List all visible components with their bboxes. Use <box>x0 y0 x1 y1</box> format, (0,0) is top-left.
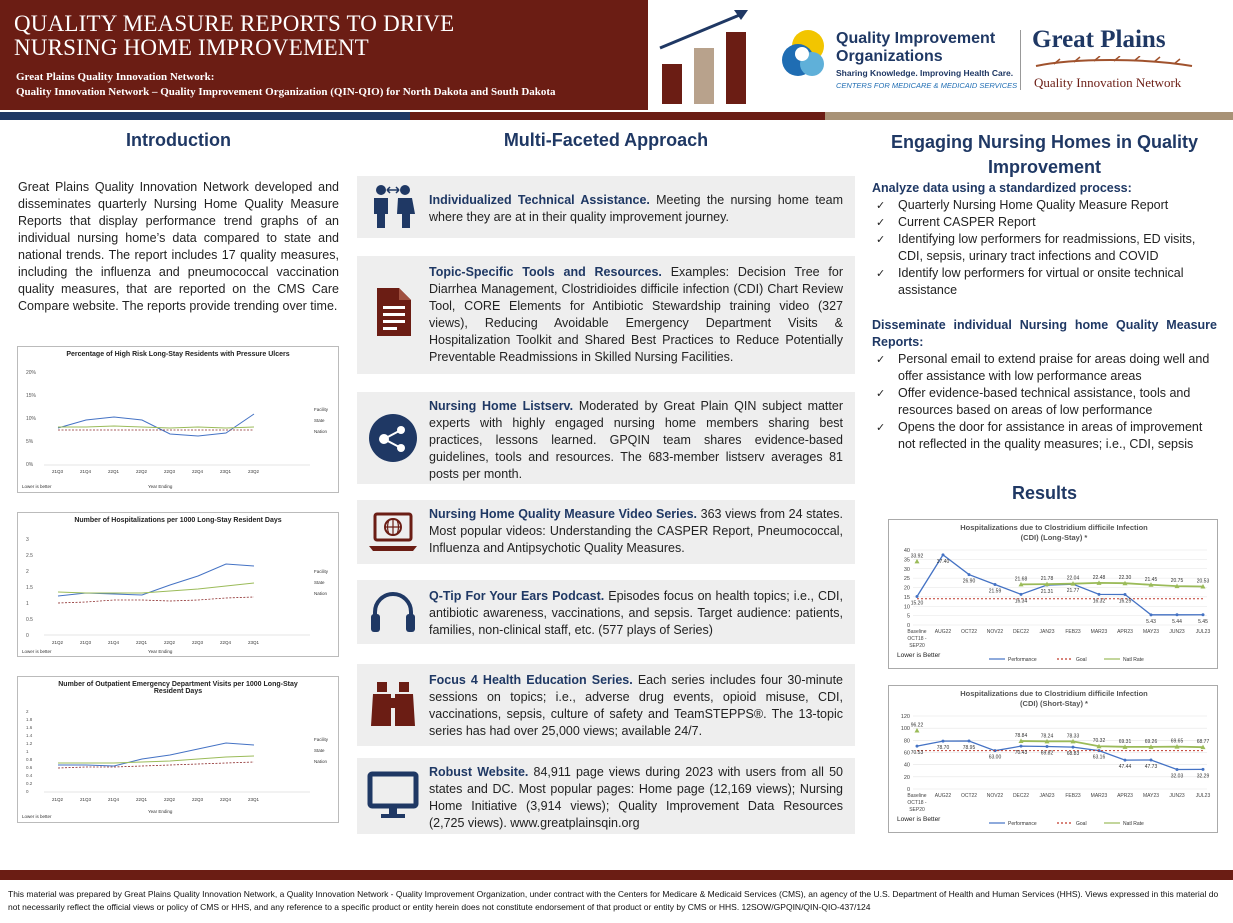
performance-point <box>968 573 971 576</box>
x-tick: 23Q1 <box>220 469 232 474</box>
mini-chart-title: Number of Hospitalizations per 1000 Long-Stay Resident Days <box>74 517 282 524</box>
x-tick-label: AUG22 <box>934 793 952 799</box>
y-tick-label: 30 <box>903 566 910 573</box>
x-tick-label: OCT22 <box>960 629 978 635</box>
x-tick: 21Q4 <box>80 469 92 474</box>
performance-point <box>1124 593 1127 596</box>
hospitalizations-chart <box>17 512 339 657</box>
x-tick: 21Q4 <box>108 640 120 645</box>
x-tick: 22Q2 <box>136 469 148 474</box>
data-label: 78.33 <box>1066 733 1080 740</box>
y-tick-label: 15 <box>903 594 910 601</box>
performance-point <box>1176 613 1179 616</box>
x-tick: 22Q2 <box>164 640 176 645</box>
y-tick-label: 100 <box>900 726 910 733</box>
approach-item <box>357 256 855 374</box>
x-tick-label: OCT18 - <box>907 800 927 806</box>
legend-item: Facility <box>314 407 329 412</box>
cdi-long-stay-chart <box>888 519 1218 669</box>
y-tick: 2 <box>26 709 29 714</box>
performance-point <box>916 595 919 598</box>
x-tick-label: JUN23 <box>1169 793 1185 799</box>
data-label: 70.53 <box>910 750 924 757</box>
x-tick: 22Q2 <box>164 797 176 802</box>
y-tick: 0% <box>26 462 34 468</box>
binoculars-icon <box>367 678 419 730</box>
chart-title: (CDI) (Long-Stay) * <box>1020 533 1088 542</box>
x-tick: 23Q1 <box>248 640 260 645</box>
y-tick: 1.6 <box>26 725 33 730</box>
y-tick: 0 <box>26 789 29 794</box>
x-tick-label: OCT22 <box>960 793 978 799</box>
performance-point <box>1072 746 1075 749</box>
y-tick: 2.5 <box>26 553 33 559</box>
list-item: ✓ Quarterly Nursing Home Quality Measure Report <box>874 197 1217 214</box>
disseminate-heading: Disseminate individual Nursing home Quality Measure Reports: <box>872 318 1217 349</box>
data-label: 21.31 <box>1040 589 1054 596</box>
introduction-section <box>18 130 339 315</box>
y-tick-label: 5 <box>906 613 910 620</box>
x-tick-label: JUL23 <box>1195 629 1211 635</box>
list-item: ✓ Opens the door for assistance in areas of improvement not reflected in the quality measures; i.e., CDI, sepsis <box>874 419 1217 453</box>
disseminate-list <box>874 351 1217 453</box>
data-label: 69.82 <box>1040 750 1054 757</box>
qio-cms: CENTERS FOR MEDICARE & MEDICAID SERVICES <box>836 81 1018 90</box>
lower-note: Lower is better <box>22 649 52 654</box>
x-tick: 21Q4 <box>108 797 120 802</box>
approach-item <box>357 580 855 644</box>
footer-disclaimer: This material was prepared by Great Plains Quality Innovation Network, a Quality Innovation Network - Quality Improvement Organization, under contract with the Centers for Medicare & Medicaid Services (CMS), an agency of the U.S. Department of Health and Human Services (HHS). Views expressed in this material do not necessarily reflect the official views or policy of CMS or HHS, and any reference to a specific product or entity herein does not constitute endorsement of that product or entity by CMS or HHS. 12SOW/GPQIN/QIN-QIO-437/124 <box>8 889 1219 912</box>
x-tick-label: NOV22 <box>986 629 1004 635</box>
y-tick: 15% <box>26 393 37 399</box>
y-tick: 10% <box>26 416 37 422</box>
legend-item: Natl Rate <box>1123 821 1144 827</box>
data-label: 16.25 <box>1118 598 1132 605</box>
list-item: ✓ Current CASPER Report <box>874 214 1217 231</box>
qio-tagline: Sharing Knowledge. Improving Health Care. <box>836 68 1014 78</box>
growth-bar-chart-icon <box>652 0 762 110</box>
y-tick: 0.8 <box>26 757 33 762</box>
x-axis-label: Year Ending <box>148 484 173 489</box>
x-tick-label: JAN23 <box>1039 629 1055 635</box>
introduction-text: Great Plains Quality Innovation Network developed and disseminates quarterly Nursing Home Quality Measure Reports that display performance trend graphs of an individual nursing home’s data compared to state and national trends. The report includes 17 quality measures, including the influenza and pneumococcal vaccination quality measures, that are reported on the CMS Care Compare website. The reports provide trending over time. <box>18 180 339 313</box>
x-tick-label: JUN23 <box>1169 629 1185 635</box>
legend-item: State <box>314 418 325 423</box>
performance-point <box>1020 745 1023 748</box>
y-tick-label: 40 <box>903 548 910 554</box>
x-tick: 22Q4 <box>220 797 232 802</box>
approach-item <box>357 664 855 746</box>
lower-note: Lower is Better <box>897 652 941 659</box>
legend-item: Nation <box>314 759 328 764</box>
approach-text: Topic-Specific Tools and Resources. Examples: Decision Tree for Diarrhea Management, Clostridioides difficile infection (CDI) Chart Review Tool, CORE Elements for Antibiotic Stewardship training video (327 views), Reducing Avoidable Emergency Department Visits & Hospitalization Toolkit and Shared Best Practices to Reduce Potentially Preventable Readmissions in Skilled Nursing Facilities. <box>429 265 843 364</box>
legend-item: Natl Rate <box>1123 657 1144 663</box>
data-label: 68.83 <box>1066 751 1080 758</box>
approach-text: Individualized Technical Assistance. Meeting the nursing home team where they are at in their quality improvement journey. <box>429 193 843 224</box>
approach-item <box>357 758 855 834</box>
x-tick-label: SEP20 <box>909 643 925 649</box>
data-label: 21.68 <box>1014 576 1028 583</box>
x-tick-label: MAY23 <box>1142 629 1160 635</box>
y-tick: 1.2 <box>26 741 33 746</box>
approach-text: Nursing Home Listserv. Moderated by Great Plain QIN subject matter experts with highly engaged nursing home members sharing best practices, lessons learned. GPQIN team shares evidence-based guidelines, tools and resources. The 683-member listserv averages 81 posts per month. <box>429 399 843 481</box>
data-label: 16.34 <box>1014 598 1028 605</box>
legend-item: State <box>314 580 325 585</box>
y-tick-label: 20 <box>903 585 910 592</box>
data-label: 78.70 <box>936 745 950 752</box>
data-label: 5.43 <box>1146 618 1156 625</box>
data-label: 63.16 <box>1092 754 1106 761</box>
y-tick: 1.4 <box>26 733 33 738</box>
approach-item <box>357 392 855 484</box>
data-label: 78.24 <box>1040 733 1054 740</box>
data-label: 37.40 <box>936 558 950 565</box>
x-tick: 21Q3 <box>52 469 64 474</box>
y-tick: 0.4 <box>26 773 33 778</box>
data-label: 78.95 <box>962 744 976 751</box>
data-label: 5.45 <box>1198 618 1208 625</box>
stripe-maroon <box>410 112 825 120</box>
data-label: 20.75 <box>1170 578 1184 585</box>
legend-item: Facility <box>314 569 329 574</box>
x-tick: 22Q4 <box>192 469 204 474</box>
approach-text: Focus 4 Health Education Series. Each series includes four 30-minute sessions on topics; i.e., adverse drug events, opioid misuse, CDI, vaccinations, sepsis, culture of safety and TeamSTEPPS®. The 13-topic series has had over 25,000 views; available 24/7. <box>429 673 844 738</box>
natl-point <box>915 728 920 733</box>
y-tick-label: 10 <box>903 604 910 611</box>
approach-heading: Multi-Faceted Approach <box>503 130 709 150</box>
x-tick-label: JUL23 <box>1195 793 1211 799</box>
data-label: 22.04 <box>1066 575 1080 582</box>
document-icon <box>367 286 419 338</box>
stripe-tan <box>825 112 1233 120</box>
x-tick: 22Q4 <box>220 640 232 645</box>
performance-point <box>1202 613 1205 616</box>
x-tick: 21Q3 <box>80 797 92 802</box>
y-tick-label: 35 <box>903 557 910 564</box>
list-item: ✓ Identifying low performers for readmissions, ED visits, CDI, sepsis, urinary tract infections and COVID <box>874 231 1217 265</box>
lower-note: Lower is Better <box>897 816 941 823</box>
analyze-heading: Analyze data using a standardized process: <box>872 181 1132 195</box>
qio-logo-icon <box>778 26 834 82</box>
x-tick-label: Baseline <box>907 793 927 799</box>
y-tick: 1 <box>26 749 29 754</box>
data-label: 21.45 <box>1144 576 1158 583</box>
mini-chart-title: Number of Outpatient Emergency Department Visits per 1000 Long-Stay Resident Days <box>58 681 298 695</box>
x-tick: 22Q3 <box>164 469 176 474</box>
x-tick: 22Q3 <box>192 797 204 802</box>
legend-item: Performance <box>1008 657 1037 663</box>
data-label: 32.29 <box>1196 773 1210 780</box>
performance-point <box>1124 759 1127 762</box>
data-label: 69.31 <box>1118 738 1132 745</box>
x-axis-label: Year Ending <box>148 809 173 814</box>
data-label: 47.44 <box>1118 764 1132 771</box>
data-label: 69.65 <box>1170 738 1184 745</box>
chart-title: Hospitalizations due to Clostridium difficile Infection <box>960 689 1148 698</box>
x-tick: 22Q3 <box>192 640 204 645</box>
x-tick-label: SEP20 <box>909 807 925 813</box>
data-label: 69.26 <box>1144 738 1158 745</box>
performance-point <box>942 553 945 556</box>
header <box>0 0 1233 110</box>
y-tick: 20% <box>26 370 37 376</box>
data-label: 96.22 <box>910 722 924 729</box>
approach-item <box>357 500 855 564</box>
headphones-icon <box>367 586 419 638</box>
list-item: ✓ Identify low performers for virtual or onsite technical assistance <box>874 265 1217 299</box>
data-label: 15.20 <box>910 600 924 607</box>
y-tick-label: 0 <box>906 623 910 629</box>
page-title: QUALITY MEASURE REPORTS TO DRIVE NURSING HOME IMPROVEMENT <box>14 11 455 60</box>
x-tick-label: NOV22 <box>986 793 1004 799</box>
wheat-icon <box>1034 56 1194 72</box>
y-tick-label: 120 <box>900 714 910 720</box>
x-tick-label: APR23 <box>1117 793 1133 799</box>
data-label: 70.32 <box>1092 738 1106 745</box>
data-label: 21.59 <box>988 588 1002 595</box>
engaging-section <box>872 130 1217 180</box>
y-tick: 1.8 <box>26 717 33 722</box>
lower-note: Lower is better <box>22 814 52 819</box>
performance-point <box>916 745 919 748</box>
x-tick: 22Q1 <box>136 797 148 802</box>
x-tick: 21Q2 <box>52 797 64 802</box>
data-label: 68.77 <box>1196 739 1210 746</box>
y-tick-label: 25 <box>903 576 910 583</box>
cdi-short-stay-chart <box>888 685 1218 833</box>
x-axis-label: Year Ending <box>148 649 173 654</box>
performance-point <box>942 740 945 743</box>
approach-text: Nursing Home Quality Measure Video Series. 363 views from 24 states. Most popular videos: Understanding the CASPER Report, Pneumococcal, Influenza and Antipsychotic Quality Measures. <box>429 507 844 555</box>
x-tick-label: Baseline <box>907 629 927 635</box>
chart-title: Hospitalizations due to Clostridium difficile Infection <box>960 523 1148 532</box>
legend-item: Nation <box>314 429 328 434</box>
x-tick-label: APR23 <box>1117 629 1133 635</box>
results-section <box>872 483 1217 504</box>
logo-divider <box>1020 30 1021 90</box>
legend-item: State <box>314 748 325 753</box>
data-label: 78.84 <box>1014 733 1028 740</box>
data-label: 26.90 <box>962 578 976 585</box>
x-tick-label: AUG22 <box>934 629 952 635</box>
engaging-heading: Engaging Nursing Homes in Quality Improvement <box>890 132 1199 177</box>
y-tick-label: 40 <box>903 762 910 769</box>
y-tick: 1.5 <box>26 585 33 591</box>
performance-point <box>1046 745 1049 748</box>
y-tick: 2 <box>26 569 29 575</box>
data-label: 47.73 <box>1144 763 1158 770</box>
y-tick: 3 <box>26 537 29 543</box>
analyze-list <box>874 197 1217 299</box>
introduction-heading: Introduction <box>126 130 231 150</box>
x-tick-label: DEC22 <box>1012 793 1030 799</box>
gp-logo-name: Great Plains <box>1032 26 1166 53</box>
x-tick-label: MAR23 <box>1090 793 1108 799</box>
x-tick: 23Q2 <box>248 469 260 474</box>
lower-note: Lower is better <box>22 484 52 489</box>
y-tick: 0 <box>26 633 29 639</box>
data-label: 70.43 <box>1014 750 1028 757</box>
y-tick: 5% <box>26 439 34 445</box>
engaging-content <box>872 180 1217 453</box>
approach-text: Robust Website. 84,911 page views during 2023 with users from all 50 states and DC. Most popular pages: Home page (12,169 views); Nursing Home Initiative (3,914 views); Quality Improvement Data Resources (2,725 views). www.greatplainsqin.org <box>429 765 843 830</box>
y-tick-label: 60 <box>903 750 910 757</box>
data-label: 63.00 <box>988 754 1002 761</box>
header-subtitle-2: Quality Innovation Network – Quality Improvement Organization (QIN-QIO) for North Dakota and South Dakota <box>16 86 556 98</box>
x-tick: 21Q2 <box>52 640 64 645</box>
data-label: 21.77 <box>1066 588 1080 595</box>
x-tick: 22Q1 <box>136 640 148 645</box>
header-subtitle-1: Great Plains Quality Innovation Network: <box>16 71 215 83</box>
x-tick: 22Q1 <box>108 469 120 474</box>
laptop-globe-icon <box>367 506 419 558</box>
pressure-ulcer-chart <box>17 346 339 493</box>
data-label: 22.48 <box>1092 574 1106 581</box>
x-tick-label: MAR23 <box>1090 629 1108 635</box>
x-tick-label: OCT18 - <box>907 636 927 642</box>
legend-item: Goal <box>1076 821 1087 827</box>
qio-name: Quality Improvement Organizations <box>836 30 996 65</box>
mini-chart-title: Percentage of High Risk Long-Stay Residents with Pressure Ulcers <box>66 351 290 358</box>
performance-point <box>968 739 971 742</box>
y-tick-label: 20 <box>903 774 910 781</box>
ed-visits-chart <box>17 676 339 823</box>
list-item: ✓ Personal email to extend praise for areas doing well and offer assistance with low performance areas <box>874 351 1217 385</box>
legend-item: Nation <box>314 591 328 596</box>
performance-point <box>1150 758 1153 761</box>
y-tick: 0.2 <box>26 781 33 786</box>
data-label: 33.92 <box>910 553 924 560</box>
legend-item: Facility <box>314 737 329 742</box>
footer <box>0 870 1233 923</box>
chart-title: (CDI) (Short-Stay) * <box>1020 699 1088 708</box>
gp-logo-tagline: Quality Innovation Network <box>1034 75 1182 90</box>
data-label: 5.44 <box>1172 618 1182 625</box>
x-tick-label: FEB23 <box>1065 629 1081 635</box>
stripe-navy <box>0 112 410 120</box>
y-tick-label: 80 <box>903 738 910 745</box>
results-heading: Results <box>1011 483 1078 503</box>
data-label: 20.53 <box>1196 578 1210 585</box>
y-tick: 1 <box>26 601 29 607</box>
x-tick: 23Q1 <box>248 797 260 802</box>
approach-item <box>357 176 855 238</box>
performance-point <box>1098 593 1101 596</box>
data-label: 22.30 <box>1118 575 1132 582</box>
people-icon <box>367 181 419 233</box>
x-tick: 21Q3 <box>80 640 92 645</box>
x-tick-label: MAY23 <box>1142 793 1160 799</box>
performance-point <box>1020 593 1023 596</box>
footer-bar <box>0 870 1233 880</box>
legend-item: Goal <box>1076 657 1087 663</box>
y-tick-label: 0 <box>906 787 910 793</box>
data-label: 32.03 <box>1170 773 1184 780</box>
approach-text: Q-Tip For Your Ears Podcast. Episodes focus on health topics; i.e., CDI, antibiotic awareness, vaccinations, and sepsis. Target audience: patients, families, non-clinical staff, etc. (577 plays of Series) <box>429 589 843 637</box>
x-tick-label: JAN23 <box>1039 793 1055 799</box>
approach-section <box>357 130 855 151</box>
share-icon <box>367 412 419 464</box>
performance-point <box>1202 768 1205 771</box>
x-tick-label: FEB23 <box>1065 793 1081 799</box>
data-label: 21.78 <box>1040 576 1054 583</box>
monitor-icon <box>367 770 419 822</box>
legend-item: Performance <box>1008 821 1037 827</box>
data-label: 16.32 <box>1092 598 1106 605</box>
list-item: ✓ Offer evidence-based technical assistance, tools and resources based on areas of low performance <box>874 385 1217 419</box>
performance-point <box>1176 768 1179 771</box>
performance-point <box>994 583 997 586</box>
y-tick: 0.6 <box>26 765 33 770</box>
y-tick: 0.5 <box>26 617 33 623</box>
x-tick-label: DEC22 <box>1012 629 1030 635</box>
performance-point <box>1150 613 1153 616</box>
